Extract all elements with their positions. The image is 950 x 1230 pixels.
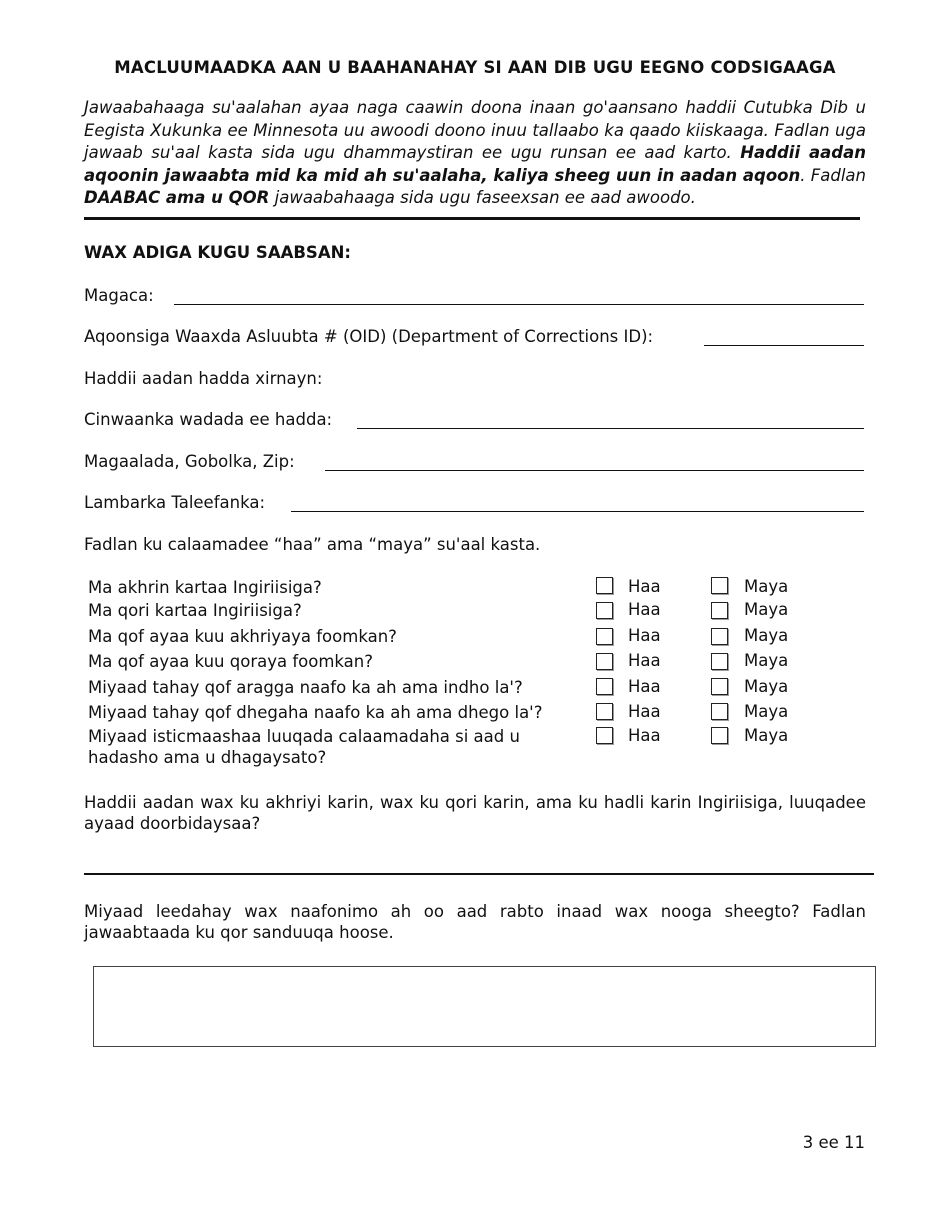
question-someone-reading: Ma qof ayaa kuu akhriyaya foomkan?	[88, 627, 397, 646]
city-label: Magaalada, Gobolka, Zip:	[84, 452, 295, 471]
intro-text-2: . Fadlan	[800, 165, 866, 185]
no-label: Maya	[744, 577, 789, 596]
read-english-yes-checkbox[interactable]	[596, 577, 613, 594]
address-field[interactable]	[357, 428, 864, 429]
yes-label: Haa	[628, 600, 661, 619]
form-title: MACLUUMAADKA AAN U BAAHANAHAY SI AAN DIB UGU EEGNO CODSIGAAGA	[114, 58, 836, 77]
question-visually-impaired: Miyaad tahay qof aragga naafo ka ah ama indho la'?	[88, 678, 523, 697]
question-sign-language: Miyaad isticmaashaa luuqada calaamadaha si aad u hadasho ama u dhagaysato?	[88, 727, 520, 767]
someone-reading-yes-checkbox[interactable]	[596, 628, 613, 645]
intro-text-1: Jawaabahaaga su'aalahan ayaa naga caawin doona inaan go'aansano haddii Cutubka Dib u Eegista Xukunka ee Minnesota uu awoodi doono inuu tallaabo ka qaado kiiskaaga. Fadlan uga jawaab su'aal kasta sida ugu dhammaystiran ee ugu runsan ee aad karto.	[84, 98, 866, 162]
language-question: Haddii aadan wax ku akhriyi karin, wax ku qori karin, ama ku hadli karin Ingiriisiga, luuqadee ayaad doorbidaysaa?	[84, 793, 866, 833]
yes-label: Haa	[628, 651, 661, 670]
someone-writing-no-checkbox[interactable]	[711, 653, 728, 670]
oid-field[interactable]	[704, 345, 864, 346]
no-label: Maya	[744, 600, 789, 619]
name-label: Magaca:	[84, 286, 154, 305]
address-label: Cinwaanka wadada ee hadda:	[84, 410, 333, 429]
disability-question: Miyaad leedahay wax naafonimo ah oo aad rabto inaad wax nooga sheegto? Fadlan jawaabtaada ku qor sanduuqa hoose.	[84, 902, 866, 942]
someone-reading-no-checkbox[interactable]	[711, 628, 728, 645]
oid-label: Aqoonsiga Waaxda Asluubta # (OID) (Department of Corrections ID):	[84, 327, 654, 346]
yes-label: Haa	[628, 726, 661, 745]
visually-impaired-yes-checkbox[interactable]	[596, 678, 613, 695]
write-english-yes-checkbox[interactable]	[596, 602, 613, 619]
read-english-no-checkbox[interactable]	[711, 577, 728, 594]
section-heading: WAX ADIGA KUGU SAABSAN:	[84, 243, 351, 262]
name-field[interactable]	[174, 304, 864, 305]
hearing-impaired-yes-checkbox[interactable]	[596, 703, 613, 720]
no-label: Maya	[744, 726, 789, 745]
no-label: Maya	[744, 677, 789, 696]
question-someone-writing: Ma qof ayaa kuu qoraya foomkan?	[88, 652, 374, 671]
checkbox-instruction: Fadlan ku calaamadee “haa” ama “maya” su'aal kasta.	[84, 535, 541, 554]
not-incarcerated-label: Haddii aadan hadda xirnayn:	[84, 369, 323, 388]
question-read-english: Ma akhrin kartaa Ingiriisiga?	[88, 578, 322, 597]
page-number: 3 ee 11	[802, 1133, 865, 1152]
intro-bold-2: DAABAC ama u QOR	[84, 188, 270, 207]
question-hearing-impaired: Miyaad tahay qof dhegaha naafo ka ah ama dhego la'?	[88, 703, 543, 722]
write-english-no-checkbox[interactable]	[711, 602, 728, 619]
yes-label: Haa	[628, 702, 661, 721]
phone-label: Lambarka Taleefanka:	[84, 493, 266, 512]
intro-bold-1: Haddii aadan aqoonin jawaabta mid ka mid ah su'aalaha, kaliya sheeg uun in aadan aqoon	[84, 143, 866, 185]
hearing-impaired-no-checkbox[interactable]	[711, 703, 728, 720]
header-divider	[84, 217, 860, 220]
intro-text-3: jawaabahaaga sida ugu faseexsan ee aad awoodo.	[269, 188, 696, 207]
someone-writing-yes-checkbox[interactable]	[596, 653, 613, 670]
no-label: Maya	[744, 626, 789, 645]
no-label: Maya	[744, 651, 789, 670]
city-field[interactable]	[325, 470, 864, 471]
yes-label: Haa	[628, 626, 661, 645]
phone-field[interactable]	[291, 511, 864, 512]
yes-label: Haa	[628, 677, 661, 696]
visually-impaired-no-checkbox[interactable]	[711, 678, 728, 695]
no-label: Maya	[744, 702, 789, 721]
yes-label: Haa	[628, 577, 661, 596]
sign-language-no-checkbox[interactable]	[711, 727, 728, 744]
disability-answer-box[interactable]	[93, 966, 876, 1047]
intro-paragraph	[84, 97, 866, 210]
sign-language-yes-checkbox[interactable]	[596, 727, 613, 744]
language-answer-line[interactable]	[84, 873, 874, 875]
question-write-english: Ma qori kartaa Ingiriisiga?	[88, 601, 302, 620]
